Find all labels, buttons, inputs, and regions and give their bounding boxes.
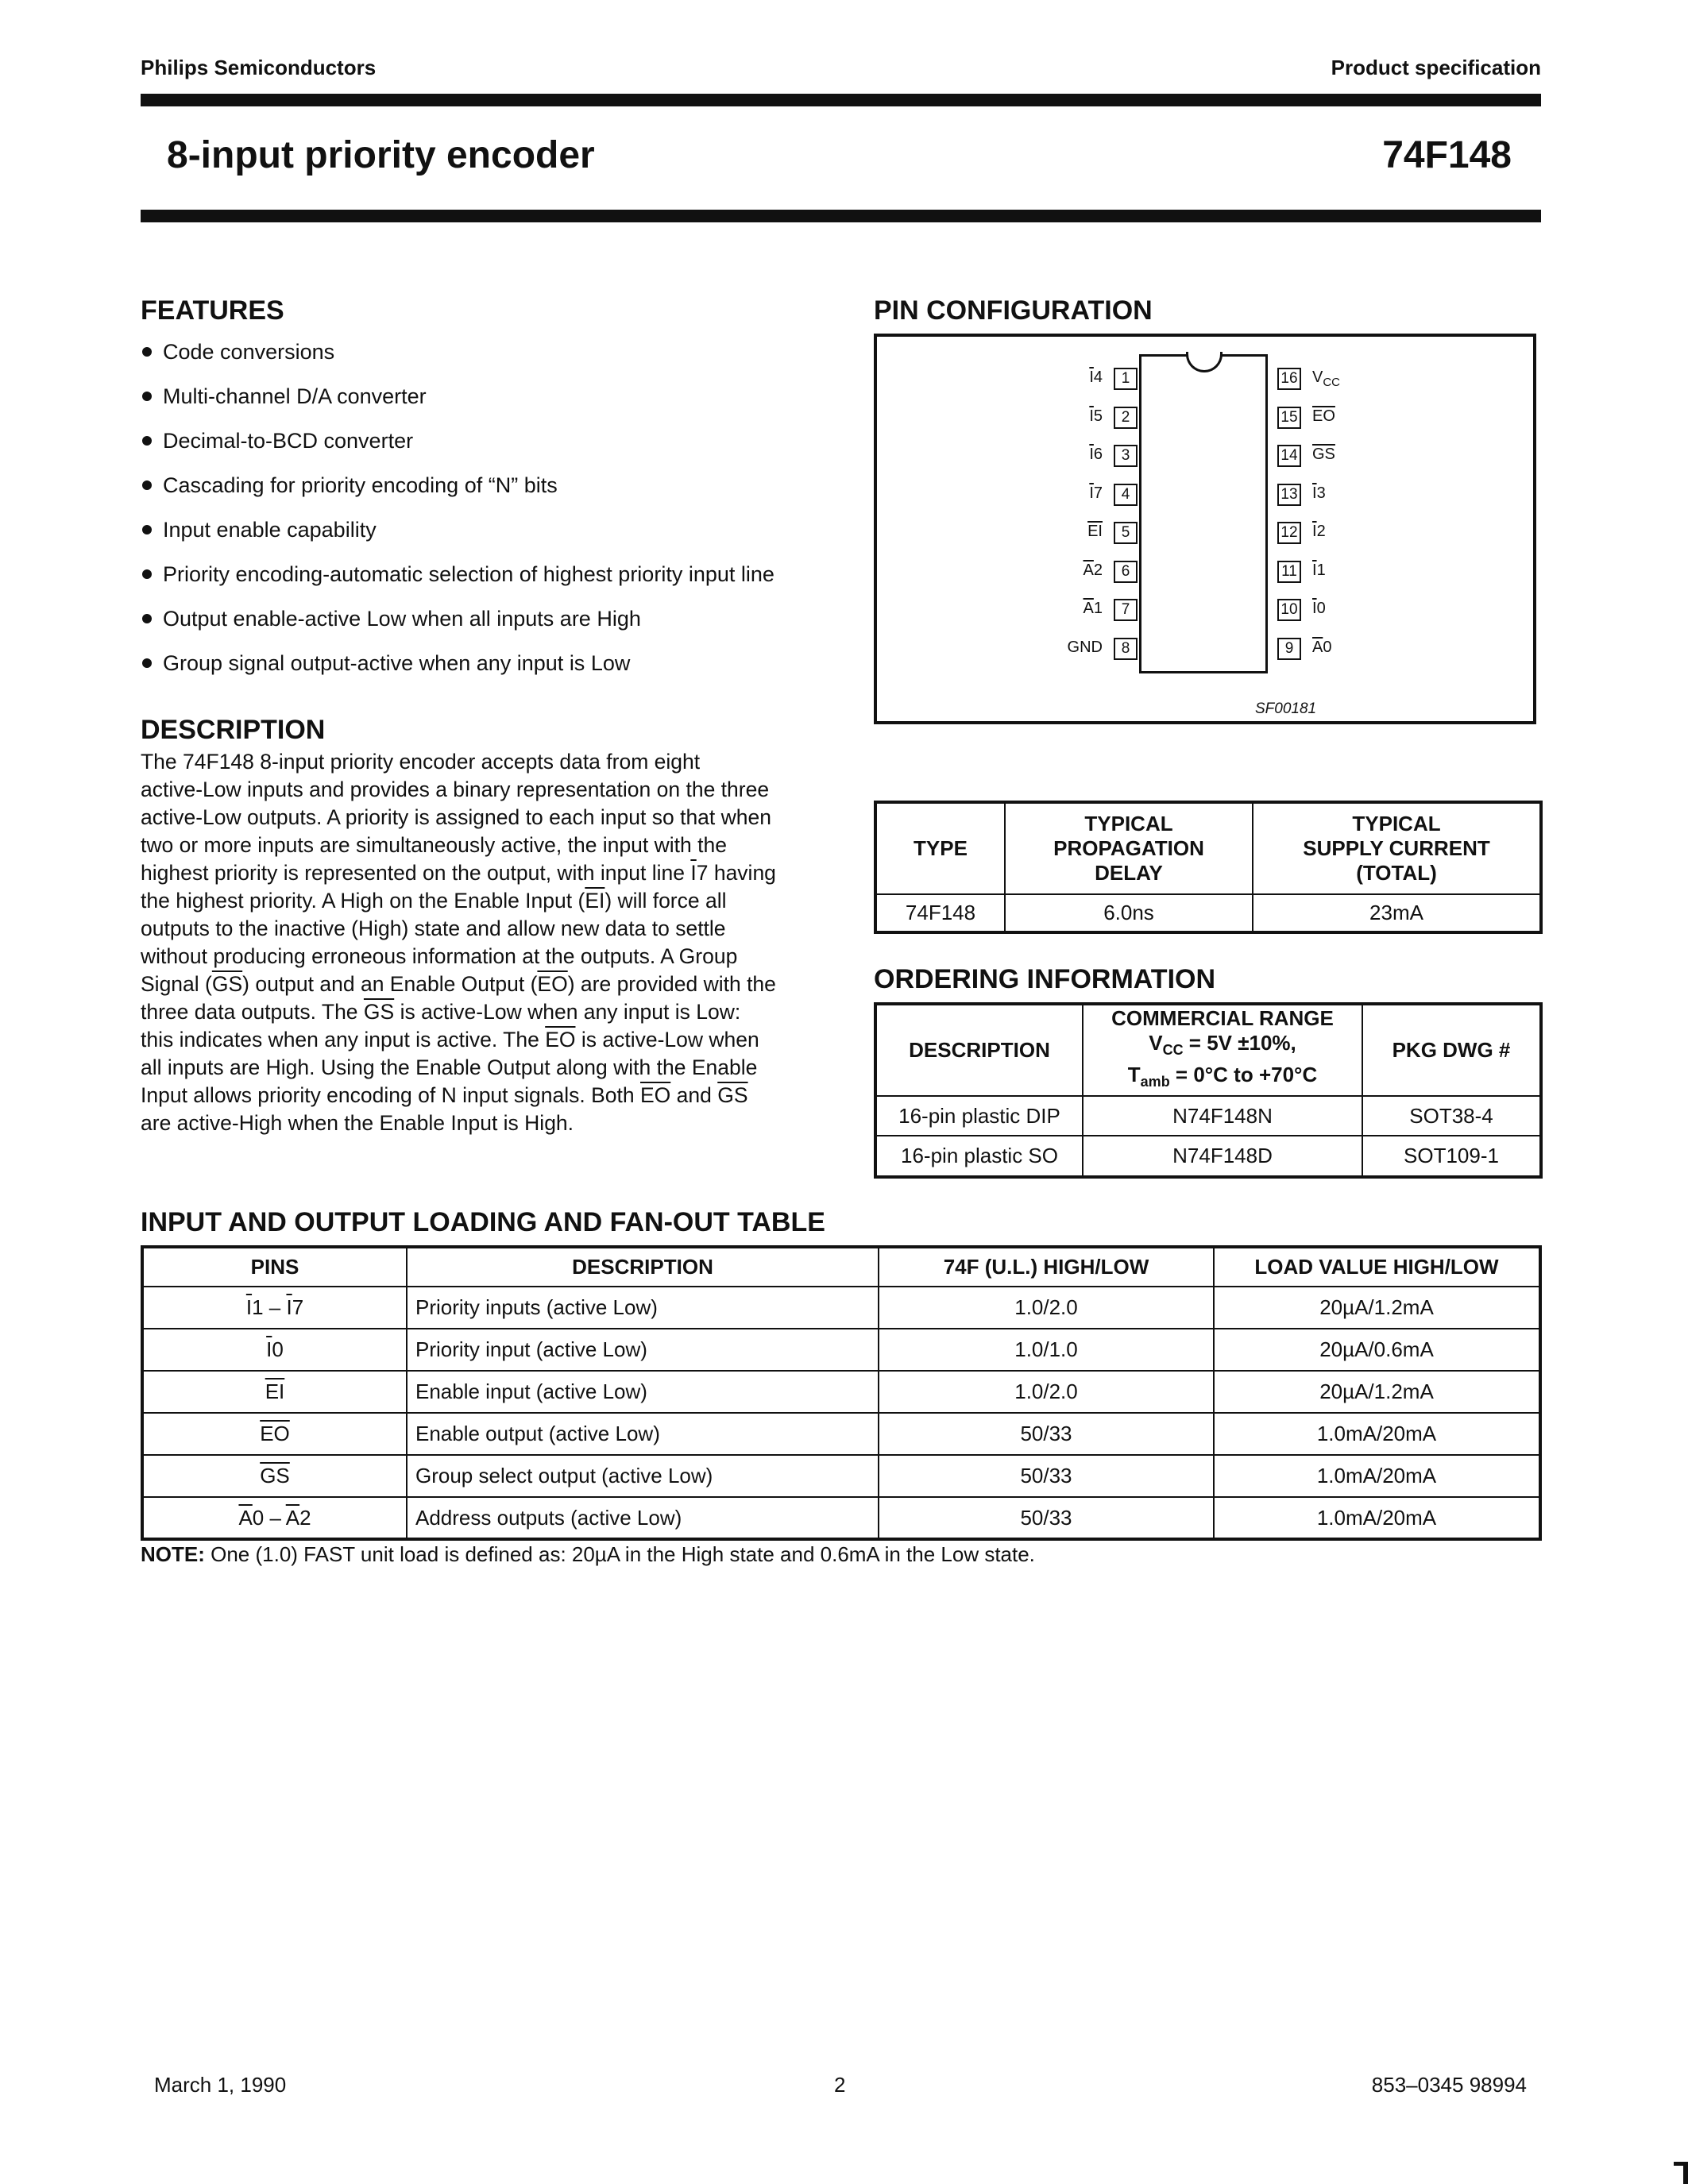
range-vcc-sub: CC (1162, 1042, 1184, 1058)
pin-signal-bar: $\overline{I}$ (1312, 600, 1317, 617)
footer-date: March 1, 1990 (154, 2073, 287, 2097)
pin-number: 2 (1114, 407, 1138, 429)
pin-label (1312, 446, 1335, 464)
pin-number: 12 (1277, 522, 1301, 544)
pin-signal-text: V (1312, 369, 1323, 386)
description-cell: Priority inputs (active Low) (407, 1287, 879, 1329)
description-cell: Group select output (active Low) (407, 1455, 879, 1497)
part-number: 74F148 (1382, 134, 1512, 176)
pin-label (1312, 407, 1335, 426)
pin-label (1312, 484, 1326, 503)
description-text: is active-Low when any input is Low: (394, 1000, 741, 1024)
pin-text: 7 (292, 1295, 304, 1319)
doc-type: Product specification (1331, 56, 1541, 79)
features-heading: FEATURES (141, 295, 284, 326)
pin-signal-bar: $\overline{A}$ (1312, 638, 1323, 656)
pin-signal-text: 0 (1323, 638, 1332, 656)
pin-text: 0 – (252, 1505, 286, 1530)
pin-text: $\overline{I}$ (286, 1295, 292, 1319)
ordering-code-cell: N74F148D (1083, 1136, 1362, 1177)
description-text: active-Low outputs. A priority is assigned to each input so that when (141, 805, 771, 829)
loading-table-heading: INPUT AND OUTPUT LOADING AND FAN-OUT TABLE (141, 1207, 825, 1237)
figure-code: SF00181 (1255, 700, 1317, 717)
description-body (141, 748, 816, 1137)
feature-item: Input enable capability (141, 518, 774, 562)
pin-text: $\overline{GS}$ (260, 1464, 290, 1488)
feature-item: Decimal-to-BCD converter (141, 429, 774, 473)
delay-cell: 6.0ns (1005, 894, 1253, 932)
pin-signal-bar: $\overline{A}$ (1083, 600, 1094, 617)
description-text: ) will force all (605, 889, 727, 913)
ul-cell: 50/33 (879, 1497, 1214, 1539)
pin-signal-text: 2 (1316, 523, 1326, 540)
description-text: the highest priority. A High on the Enable Input ( (141, 889, 585, 913)
pin-signal-text: 5 (1093, 407, 1103, 425)
company-name: Philips Semiconductors (141, 56, 377, 79)
loading-table (141, 1245, 1542, 1541)
table-row (142, 1413, 1540, 1455)
description-cell: Priority input (active Low) (407, 1329, 879, 1371)
pin-text: 2 (299, 1505, 311, 1530)
description-line (141, 1082, 816, 1109)
range-t-sub: amb (1140, 1074, 1170, 1090)
note-label: NOTE: (141, 1542, 205, 1566)
feature-item: Cascading for priority encoding of “N” bits (141, 473, 774, 518)
description-line (141, 776, 816, 804)
description-line (141, 915, 816, 943)
description-text: The 74F148 8-input priority encoder accepts data from eight (141, 750, 701, 774)
description-text: 7 having (696, 861, 776, 885)
description-text: all inputs are High. Using the Enable Output along with the Enable (141, 1055, 758, 1079)
pin-label (1031, 600, 1103, 618)
pin-label (1031, 561, 1103, 580)
load-header: LOAD VALUE HIGH/LOW (1214, 1247, 1540, 1287)
ordering-pkg-cell: SOT38-4 (1362, 1096, 1541, 1136)
pin-text: $\overline{I}$ (266, 1337, 272, 1361)
description-line (141, 859, 816, 887)
description-text: are active-High when the Enable Input is High. (141, 1111, 574, 1135)
pin-number: 8 (1114, 638, 1138, 660)
description-text: ) are provided with the (567, 972, 776, 996)
ul-cell: 50/33 (879, 1413, 1214, 1455)
range-t-rest: = 0°C to +70°C (1169, 1063, 1318, 1086)
pin-label (1312, 639, 1331, 657)
footer-code: 853–0345 98994 (1371, 2073, 1527, 2097)
type-table (874, 801, 1543, 934)
pin-number: 11 (1277, 561, 1301, 583)
description-text: Signal ( (141, 972, 212, 996)
ordering-desc-header: DESCRIPTION (875, 1004, 1083, 1096)
pin-cell (142, 1455, 407, 1497)
ul-cell: 1.0/2.0 (879, 1287, 1214, 1329)
table-row (142, 1371, 1540, 1413)
table-row (142, 1287, 1540, 1329)
pin-text: 1 – (252, 1295, 287, 1319)
pin-cell (142, 1329, 407, 1371)
pin-signal-bar: $\overline{GS}$ (1312, 446, 1335, 463)
ul-header: 74F (U.L.) HIGH/LOW (879, 1247, 1214, 1287)
pin-label (1312, 561, 1326, 580)
pin-number: 1 (1114, 368, 1138, 390)
description-text: highest priority is represented on the output, with input line (141, 861, 691, 885)
pins-header: PINS (142, 1247, 407, 1287)
pin-config-heading: PIN CONFIGURATION (874, 295, 1153, 326)
pin-signal-text: 4 (1093, 369, 1103, 386)
pin-label (1031, 407, 1103, 426)
ordering-pkg-cell: SOT109-1 (1362, 1136, 1541, 1177)
pin-signal-bar: $\overline{I}$ (1089, 484, 1094, 502)
signal-name: $\overline{I}$ (690, 861, 697, 885)
pin-signal-bar: $\overline{I}$ (1089, 369, 1094, 386)
pin-label (1031, 369, 1103, 387)
range-vcc: V (1149, 1030, 1163, 1055)
description-line (141, 998, 816, 1026)
description-line (141, 943, 816, 970)
ul-cell: 50/33 (879, 1455, 1214, 1497)
signal-name: $\overline{GS}$ (211, 972, 243, 996)
pin-number: 13 (1277, 484, 1301, 506)
ul-cell: 1.0/2.0 (879, 1371, 1214, 1413)
page-title: 8-input priority encoder (167, 134, 595, 176)
pin-text: $\overline{EI}$ (265, 1379, 285, 1403)
pin-cell (142, 1287, 407, 1329)
feature-item: Code conversions (141, 340, 774, 384)
description-text: outputs to the inactive (High) state and allow new data to settle (141, 916, 726, 940)
pin-text: $\overline{A}$ (285, 1505, 300, 1530)
pin-signal-bar: $\overline{I}$ (1312, 484, 1317, 502)
pin-number: 14 (1277, 445, 1301, 467)
type-header: TYPE (875, 802, 1005, 894)
propagation-delay-header: TYPICAL PROPAGATION DELAY (1005, 802, 1253, 894)
pin-signal-text: 3 (1316, 484, 1326, 502)
description-line (141, 832, 816, 859)
feature-item: Priority encoding-automatic selection of highest priority input line (141, 562, 774, 607)
ordering-table (874, 1002, 1543, 1179)
description-cell: Address outputs (active Low) (407, 1497, 879, 1539)
title-rule (141, 210, 1541, 222)
description-text: active-Low inputs and provides a binary representation on the three (141, 778, 770, 801)
pin-signal-text: 1 (1093, 600, 1103, 617)
pin-number: 10 (1277, 599, 1301, 621)
pin-signal-text: 2 (1093, 561, 1103, 579)
pin-signal-bar: $\overline{I}$ (1312, 561, 1317, 579)
feature-item: Output enable-active Low when all inputs are High (141, 607, 774, 651)
feature-item: Multi-channel D/A converter (141, 384, 774, 429)
description-text: two or more inputs are simultaneously active, the input with the (141, 833, 727, 857)
description-line (141, 748, 816, 776)
range-t: T (1127, 1063, 1141, 1086)
pin-cell (142, 1497, 407, 1539)
pin-number: 16 (1277, 368, 1301, 390)
description-text: without producing erroneous information at the outputs. A Group (141, 944, 738, 968)
range-title: COMMERCIAL RANGE (1111, 1005, 1334, 1030)
pin-signal-text: 6 (1093, 446, 1103, 463)
pin-signal-bar: $\overline{I}$ (1312, 523, 1317, 540)
description-cell: Enable input (active Low) (407, 1371, 879, 1413)
signal-name: $\overline{GS}$ (363, 1000, 395, 1024)
description-line (141, 887, 816, 915)
signal-name: $\overline{EI}$ (585, 889, 605, 913)
ic-package-outline (1139, 354, 1268, 673)
top-rule (141, 94, 1541, 106)
table-row (142, 1329, 1540, 1371)
features-list (141, 340, 774, 696)
pin-signal-bar: $\overline{I}$ (1089, 407, 1094, 425)
pin-number: 5 (1114, 522, 1138, 544)
pin-number: 4 (1114, 484, 1138, 506)
ordering-heading: ORDERING INFORMATION (874, 964, 1216, 994)
pin-number: 3 (1114, 445, 1138, 467)
pin-signal-bar: $\overline{EO}$ (1312, 407, 1335, 425)
signal-name: $\overline{EO}$ (545, 1028, 576, 1051)
description-line (141, 1054, 816, 1082)
pin-label (1031, 639, 1103, 657)
ul-cell: 1.0/1.0 (879, 1329, 1214, 1371)
description-line (141, 1109, 816, 1137)
description-line (141, 970, 816, 998)
crop-mark (1674, 2162, 1688, 2166)
commercial-range-header (1083, 1004, 1362, 1096)
pin-signal-text: 1 (1316, 561, 1326, 579)
load-value-cell: 20µA/1.2mA (1214, 1371, 1540, 1413)
load-value-cell: 20µA/0.6mA (1214, 1329, 1540, 1371)
page-number: 2 (834, 2073, 846, 2097)
pin-text: 0 (272, 1337, 284, 1361)
description-text: is active-Low when (575, 1028, 759, 1051)
pin-signal-bar: $\overline{I}$ (1089, 446, 1094, 463)
pin-signal-bar: $\overline{EI}$ (1087, 523, 1103, 540)
range-vcc-rest: = 5V ±10%, (1183, 1030, 1296, 1055)
pin-number: 7 (1114, 599, 1138, 621)
pin-text: $\overline{EO}$ (260, 1422, 290, 1445)
description-line (141, 1026, 816, 1054)
signal-name: $\overline{EO}$ (640, 1083, 671, 1107)
loading-note (141, 1542, 1035, 1567)
pin-text: $\overline{A}$ (238, 1505, 253, 1530)
signal-name: $\overline{GS}$ (717, 1083, 748, 1107)
load-value-cell: 1.0mA/20mA (1214, 1455, 1540, 1497)
description-text: this indicates when any input is active. The (141, 1028, 546, 1051)
table-row (142, 1455, 1540, 1497)
load-value-cell: 1.0mA/20mA (1214, 1497, 1540, 1539)
pin-cell (142, 1413, 407, 1455)
pin-number: 15 (1277, 407, 1301, 429)
pin-text: $\overline{I}$ (245, 1295, 253, 1319)
type-cell: 74F148 (875, 894, 1005, 932)
pin-number: 9 (1277, 638, 1301, 660)
note-text: One (1.0) FAST unit load is defined as: 20µA in the High state and 0.6mA in the Low state. (204, 1542, 1035, 1566)
pin-signal-text: 0 (1316, 600, 1326, 617)
description-heading: DESCRIPTION (141, 715, 326, 745)
pin-label (1031, 523, 1103, 541)
load-value-cell: 20µA/1.2mA (1214, 1287, 1540, 1329)
pkg-dwg-header: PKG DWG # (1362, 1004, 1541, 1096)
pin-label (1312, 369, 1340, 389)
signal-name: $\overline{EO}$ (537, 972, 568, 996)
ordering-desc-cell: 16-pin plastic SO (875, 1136, 1083, 1177)
description-text: and (670, 1083, 718, 1107)
description-text: Input allows priority encoding of N input signals. Both (141, 1083, 640, 1107)
ordering-desc-cell: 16-pin plastic DIP (875, 1096, 1083, 1136)
pin-signal-sub: CC (1323, 376, 1341, 389)
table-row (142, 1497, 1540, 1539)
desc-header: DESCRIPTION (407, 1247, 879, 1287)
ordering-code-cell: N74F148N (1083, 1096, 1362, 1136)
supply-current-header: TYPICAL SUPPLY CURRENT (TOTAL) (1253, 802, 1541, 894)
current-cell: 23mA (1253, 894, 1541, 932)
feature-item: Group signal output-active when any input is Low (141, 651, 774, 696)
description-cell: Enable output (active Low) (407, 1413, 879, 1455)
load-value-cell: 1.0mA/20mA (1214, 1413, 1540, 1455)
description-text: ) output and an Enable Output ( (242, 972, 538, 996)
pin-label (1031, 484, 1103, 503)
pin-signal-text: GND (1067, 638, 1103, 656)
pin-label (1312, 523, 1326, 541)
pin-signal-text: 7 (1093, 484, 1103, 502)
description-line (141, 804, 816, 832)
pin-cell (142, 1371, 407, 1413)
pin-label (1312, 600, 1326, 618)
pin-number: 6 (1114, 561, 1138, 583)
pin-signal-bar: $\overline{A}$ (1083, 561, 1094, 579)
pin-label (1031, 446, 1103, 464)
description-text: three data outputs. The (141, 1000, 364, 1024)
